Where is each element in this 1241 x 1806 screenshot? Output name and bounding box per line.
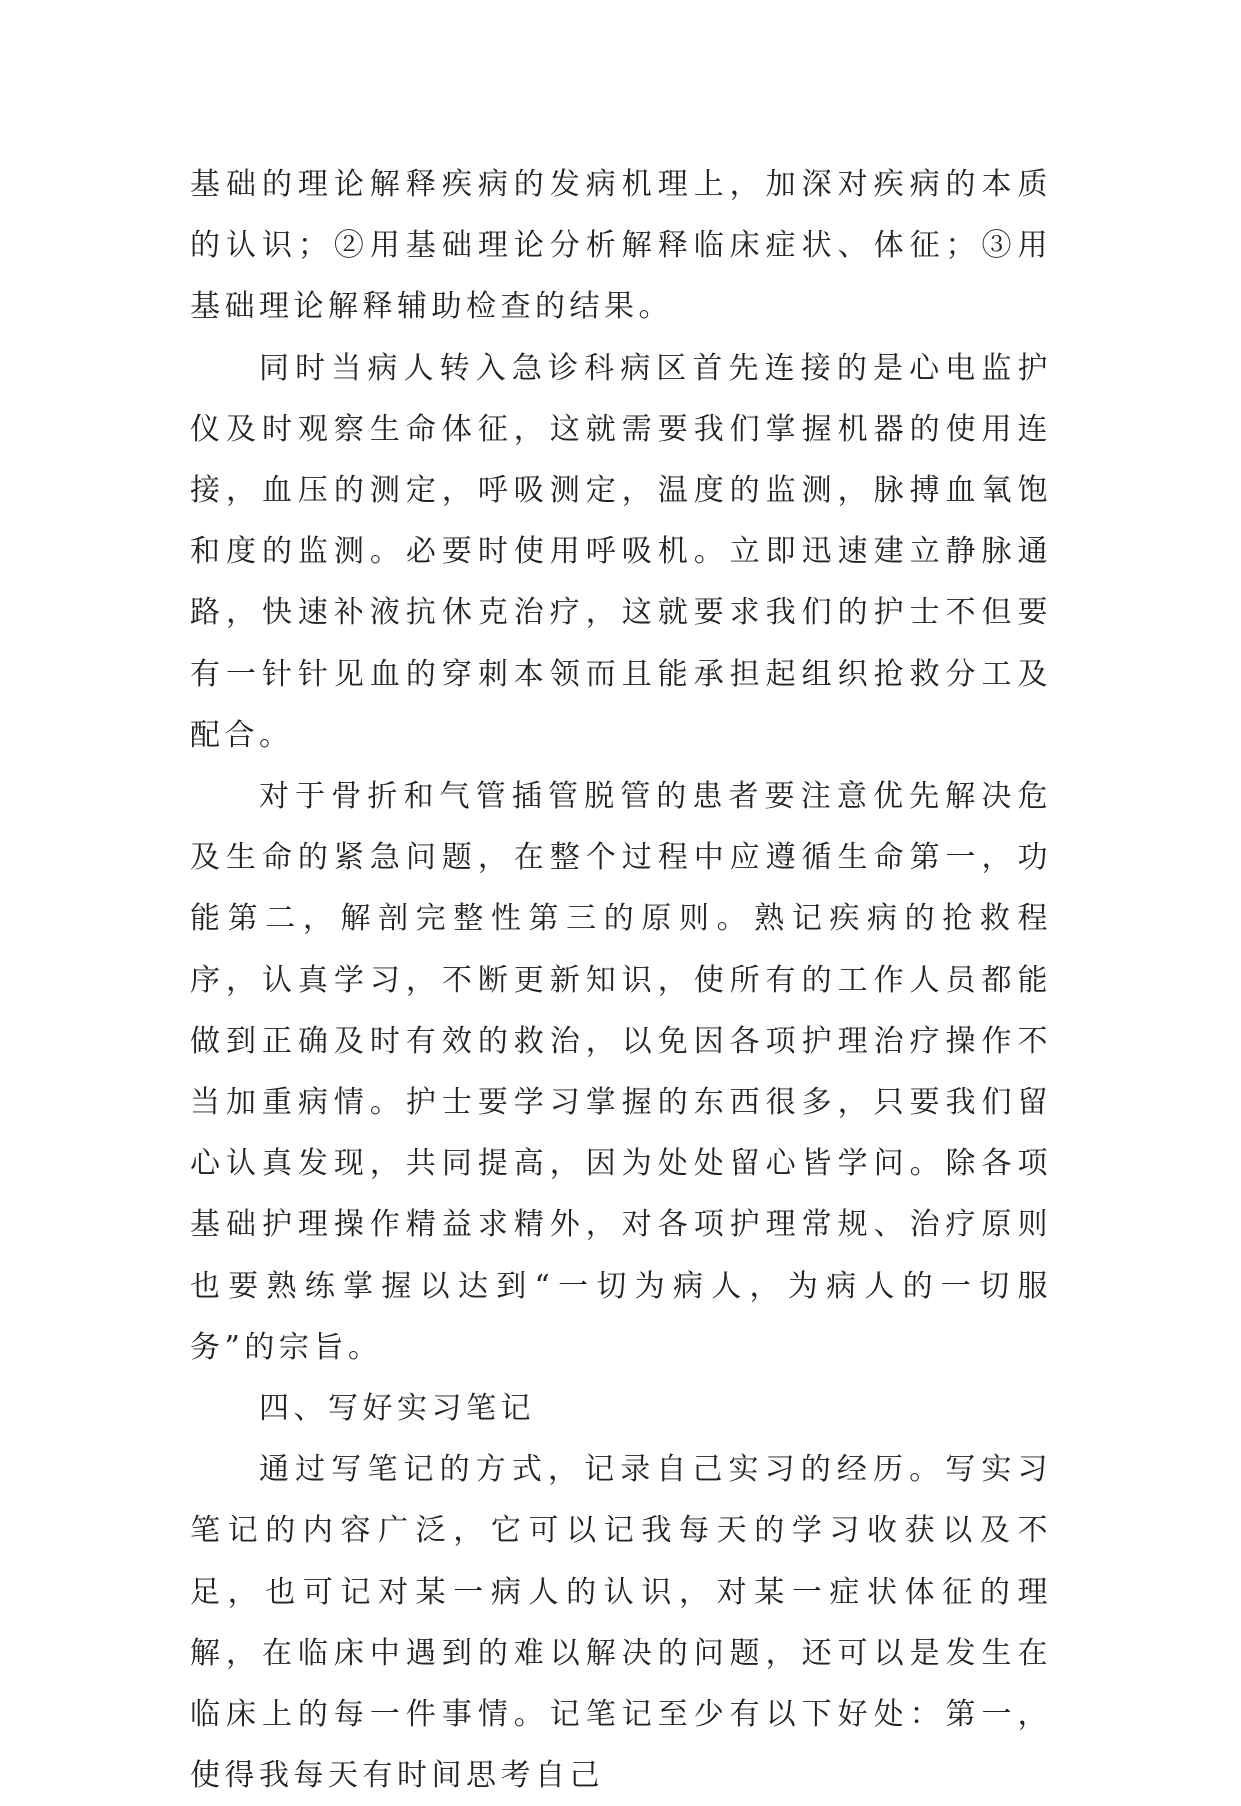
section-heading-notes: 四、写好实习笔记 xyxy=(259,1391,535,1427)
paragraph-priorities: 对于骨折和气管插管脱管的患者要注意优先解决危及生命的紧急问题，在整个过程中应遵循生命第一，功能第二，解剖完整性第三的原则。熟记疾病的抢救程序，认真学习，不断更新知识，使所有的工作人员都能做到正确及时有效的救治，以免因各项护理治疗操作不当加重病情。护士要学习掌握的东西很多，只要我们留心认真发现，共同提高，因为处处留心皆学问。除各项基础护理操作精益求精外，对各项护理常规、治疗原则也要熟练掌握以达到“一切为病人，为病人的一切服务”的宗旨。 xyxy=(190,779,1052,1365)
paragraph-notes: 通过写笔记的方式，记录自己实习的经历。写实习笔记的内容广泛，它可以记我每天的学习收获以及不足，也可记对某一病人的认识，对某一症状体征的理解，在临床中遇到的难以解决的问题，还可以是发生在临床上的每一件事情。记笔记至少有以下好处：第一，使得我每天有时间思考自己 xyxy=(190,1452,1052,1794)
paragraph-monitoring: 同时当病人转入急诊科病区首先连接的是心电监护仪及时观察生命体征，这就需要我们掌握机器的使用连接，血压的测定，呼吸测定，温度的监测，脉搏血氧饱和度的监测。必要时使用呼吸机。立即迅速建立静脉通路，快速补液抗休克治疗，这就要求我们的护士不但要有一针针见血的穿刺本领而且能承担起组织抢救分工及配合。 xyxy=(190,350,1052,753)
body-text xyxy=(190,154,1052,1806)
paragraph-continuation: 基础的理论解释疾病的发病机理上，加深对疾病的本质的认识；②用基础理论分析解释临床症状、体征；③用基础理论解释辅助检查的结果。 xyxy=(190,167,1052,325)
